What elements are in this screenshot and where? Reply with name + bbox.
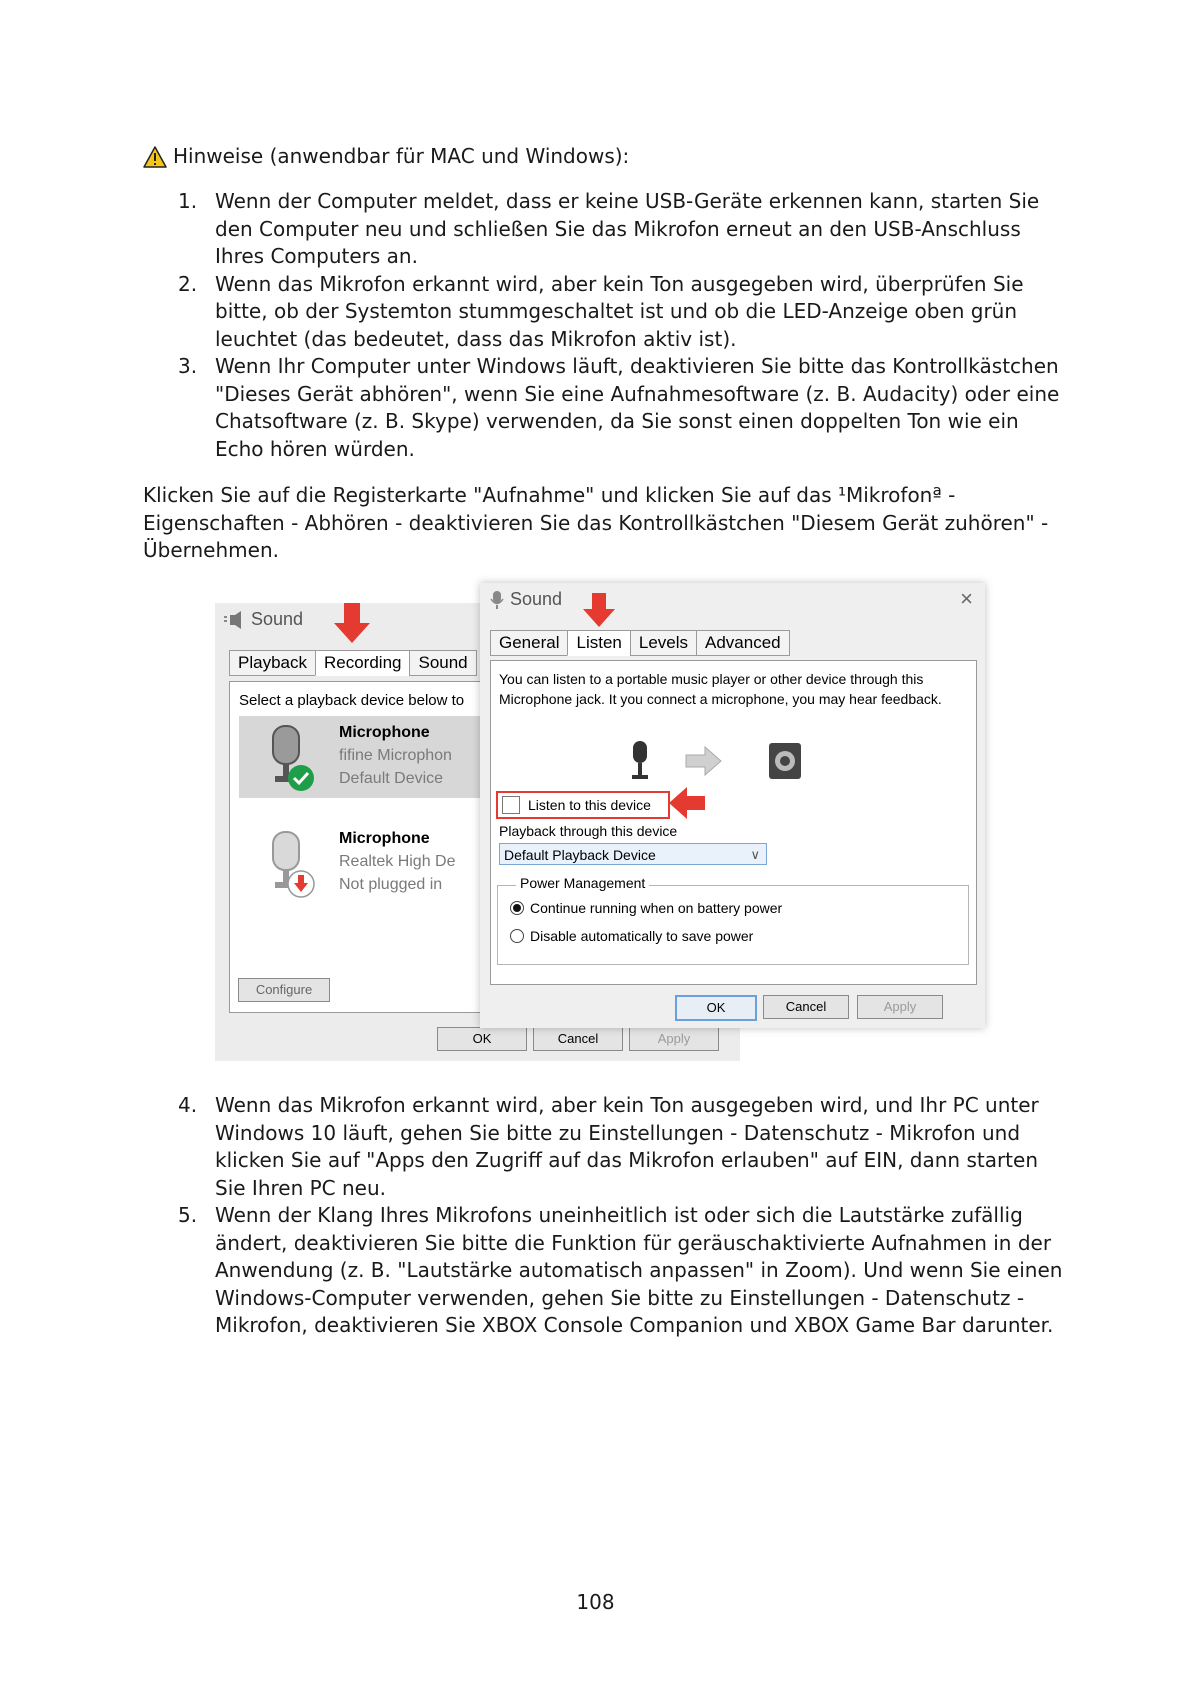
- device-status: Not plugged in: [339, 876, 443, 893]
- list-text: Wenn der Klang Ihres Mikrofons uneinheitlich ist oder sich die Lautstärke zufällig ändert, deaktivieren Sie bitte die Funktion für geräuschaktivierte Aufnahmen in der Anwendung (z. B. "Lautstärke automatisch anpassen" in Zoom). Und wenn Sie einen Windows-Computer verwenden, gehen Sie bitte zu Einstellungen - Datenschutz - Mikrofon, deaktivieren Sie XBOX Console Companion und XBOX Game Bar darunter.: [215, 1203, 1063, 1337]
- dialog-title-text: Sound: [251, 609, 304, 629]
- list-item: [143, 271, 1063, 354]
- sound-dialogs-screenshot: [215, 583, 985, 1063]
- list-number: 4.: [178, 1093, 198, 1117]
- radio-button-selected[interactable]: [510, 901, 524, 915]
- page-number: 108: [576, 1590, 615, 1614]
- list-text: Wenn Ihr Computer unter Windows läuft, deaktivieren Sie bitte das Kontrollkästchen "Dieses Gerät abhören", wenn Sie eine Aufnahmesoftware (z. B. Audacity) oder eine Chatsoftware (z. B. Skype) verwenden, da Sie sonst einen doppelten Ton wie ein Echo hören würden.: [215, 354, 1060, 461]
- note-heading: [143, 143, 629, 171]
- device-status: Default Device: [339, 770, 444, 787]
- radio-disable-automatically[interactable]: [510, 928, 753, 944]
- dialog-title-text: Sound: [510, 589, 563, 609]
- radio-label: Continue running when on battery power: [530, 900, 783, 916]
- tab-general[interactable]: General: [490, 630, 568, 656]
- playback-label: Playback through this device: [499, 823, 678, 839]
- radio-button[interactable]: [510, 929, 524, 943]
- tab-listen[interactable]: Listen: [567, 630, 630, 656]
- listen-panel: [490, 660, 977, 985]
- list-number: 3.: [178, 354, 198, 378]
- dialog-title: [223, 609, 303, 630]
- front-tab-bar: [490, 630, 789, 656]
- list-item: [143, 188, 1063, 271]
- device-model: Realtek High De: [339, 853, 456, 870]
- back-ok-button[interactable]: OK: [437, 1027, 527, 1051]
- ok-button[interactable]: OK: [675, 995, 757, 1021]
- group-legend: Power Management: [516, 875, 649, 891]
- list-number: 2.: [178, 271, 198, 296]
- list-text: Wenn das Mikrofon erkannt wird, aber kein Ton ausgegeben wird, und Ihr PC unter Windows 10 läuft, gehen Sie bitte zu Einstellungen - Datenschutz - Mikrofon und klicken Sie auf "Apps den Zugriff auf das Mikrofon erlauben" auf EIN, dann starten Sie Ihren PC neu.: [215, 1093, 1039, 1200]
- tab-recording[interactable]: Recording: [315, 650, 411, 676]
- steps-list-part2: [143, 1092, 1063, 1340]
- list-item: [143, 353, 1063, 463]
- tab-advanced[interactable]: Advanced: [696, 630, 790, 656]
- radio-continue-running[interactable]: [510, 900, 782, 916]
- apply-button[interactable]: Apply: [857, 995, 943, 1019]
- steps-list-part1: [143, 188, 1063, 463]
- list-text: Wenn das Mikrofon erkannt wird, aber kein Ton ausgegeben wird, überprüfen Sie bitte, ob der Systemton stummgeschaltet ist und ob die LED-Anzeige oben grün leuchtet (das bedeutet, dass das Mikrofon aktiv ist).: [215, 271, 1024, 351]
- listen-to-device-checkbox[interactable]: [496, 791, 670, 819]
- panel-hint: Select a playback device below to: [239, 692, 465, 709]
- instruction-paragraph: Klicken Sie auf die Registerkarte "Aufnahme" und klicken Sie auf das ¹Mikrofonª - Eigenschaften - Abhören - deaktivieren Sie das Kontrollkästchen "Diesem Gerät zuhören" - Übernehmen.: [143, 483, 1049, 562]
- microphone-small-icon: [490, 590, 504, 610]
- warning-icon: [143, 146, 167, 168]
- list-number: 5.: [178, 1203, 198, 1227]
- checkbox-box[interactable]: [502, 796, 520, 814]
- tab-levels[interactable]: Levels: [630, 630, 697, 656]
- dialog-title: [490, 589, 562, 610]
- list-number: 1.: [178, 189, 198, 213]
- back-tab-bar: [229, 650, 476, 676]
- device-name: Microphone: [339, 724, 430, 741]
- select-value: Default Playback Device: [504, 847, 656, 863]
- red-arrow-down-icon: [333, 603, 371, 643]
- back-apply-button[interactable]: Apply: [629, 1027, 719, 1051]
- microphone-unplugged-icon: [249, 826, 329, 900]
- power-management-group: [497, 875, 969, 965]
- speaker-icon: [223, 611, 243, 629]
- chevron-down-icon: ∨: [750, 847, 760, 862]
- tab-playback[interactable]: Playback: [229, 650, 316, 676]
- list-item: [143, 1092, 1063, 1202]
- checkbox-label: Listen to this device: [528, 797, 651, 813]
- microphone-to-speaker-icon: [621, 739, 811, 783]
- back-cancel-button[interactable]: Cancel: [533, 1027, 623, 1051]
- note-heading-text: Hinweise (anwendbar für MAC und Windows):: [173, 144, 630, 168]
- close-button[interactable]: ×: [960, 586, 973, 611]
- device-name: Microphone: [339, 830, 430, 847]
- device-model: fifine Microphon: [339, 747, 452, 764]
- listen-description: You can listen to a portable music player or other device through this Microphone jack. It you connect a microphone, you may hear feedback.: [499, 671, 942, 707]
- red-arrow-left-icon: [669, 787, 705, 819]
- list-item: [143, 1202, 1063, 1340]
- microphone-properties-dialog: [480, 583, 985, 1028]
- list-text: Wenn der Computer meldet, dass er keine USB-Geräte erkennen kann, starten Sie den Computer neu und schließen Sie das Mikrofon erneut an den USB-Anschluss Ihres Computers an.: [215, 189, 1040, 268]
- radio-label: Disable automatically to save power: [530, 928, 754, 944]
- cancel-button[interactable]: Cancel: [763, 995, 849, 1019]
- playback-device-select[interactable]: [499, 843, 767, 865]
- tab-sounds[interactable]: Sound: [409, 650, 476, 676]
- configure-button[interactable]: Configure: [238, 978, 330, 1002]
- microphone-icon: [249, 720, 329, 794]
- red-arrow-down-icon: [582, 593, 616, 627]
